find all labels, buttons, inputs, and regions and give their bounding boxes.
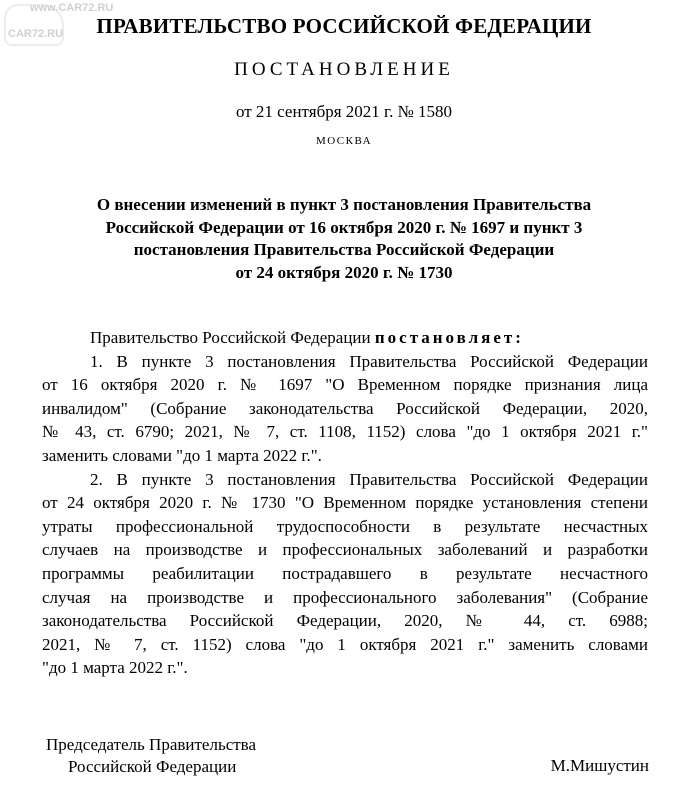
point2-line: случая на производстве и профессионального заболевания" (Собрание [42,587,648,607]
intro-prefix: Правительство Российской Федерации [90,328,371,347]
point1-line: заменить словами "до 1 марта 2022 г.". [42,445,322,465]
watermark-text: CAR72.RU [8,28,64,40]
document-body [42,326,648,680]
signatory-position-line: Председатель Правительства [46,735,257,754]
point2-line: 2021, № 7, ст. 1152) слова "до 1 октября 2021 г." заменить словами [42,634,648,654]
point1-line: 1. В пункте 3 постановления Правительства Российской Федерации [90,351,648,371]
point2-line: программы реабилитации пострадавшего в результате несчастного [42,563,648,583]
point2-line: случаев на производстве и профессиональных заболеваний и разработки [42,540,648,560]
heading-line: О внесении изменений в пункт 3 постановления Правительства [96,195,592,214]
point2-line: от 24 октября 2020 г. № 1730 "О Временном порядке установления степени [42,493,648,513]
point1-line: инвалидом" (Собрание законодательства Российской Федерации, 2020, [42,398,648,418]
document-date-number: от 21 сентября 2021 г. № 1580 [235,102,453,121]
heading-line: постановления Правительства Российской Федерации [133,240,555,259]
heading-line: от 24 октября 2020 г. № 1730 [235,262,453,282]
signatory-name: М.Мишустин [550,756,649,775]
heading-line: Российской Федерации от 16 октября 2020 г. № 1697 и пункт 3 [105,217,583,237]
point2-line: "до 1 марта 2022 г.". [42,658,188,678]
point2-line: утраты профессиональной трудоспособности в результате несчастных [42,516,648,536]
watermark-text: www.CAR72.RU [30,2,114,14]
document-heading [40,194,648,284]
intro-paragraph [42,326,648,350]
point1-line: № 43, ст. 6790; 2021, № 7, ст. 1108, 1152) слова "до 1 октября 2021 г." [42,422,648,442]
point2-line: законодательства Российской Федерации, 2020, № 44, ст. 6988; [42,611,648,631]
document-type: ПОСТАНОВЛЕНИЕ [234,59,454,80]
government-title: ПРАВИТЕЛЬСТВО РОССИЙСКОЙ ФЕДЕРАЦИИ [96,14,592,38]
point1-line: от 16 октября 2020 г. № 1697 "О Временном порядке признания лица [42,375,648,395]
intro-resolves: постановляет: [374,328,524,347]
signatory-position-line: Российской Федерации [68,757,237,776]
point2-line: 2. В пункте 3 постановления Правительства Российской Федерации [90,469,648,489]
signatory-position [46,734,256,778]
document-city: МОСКВА [315,135,373,147]
